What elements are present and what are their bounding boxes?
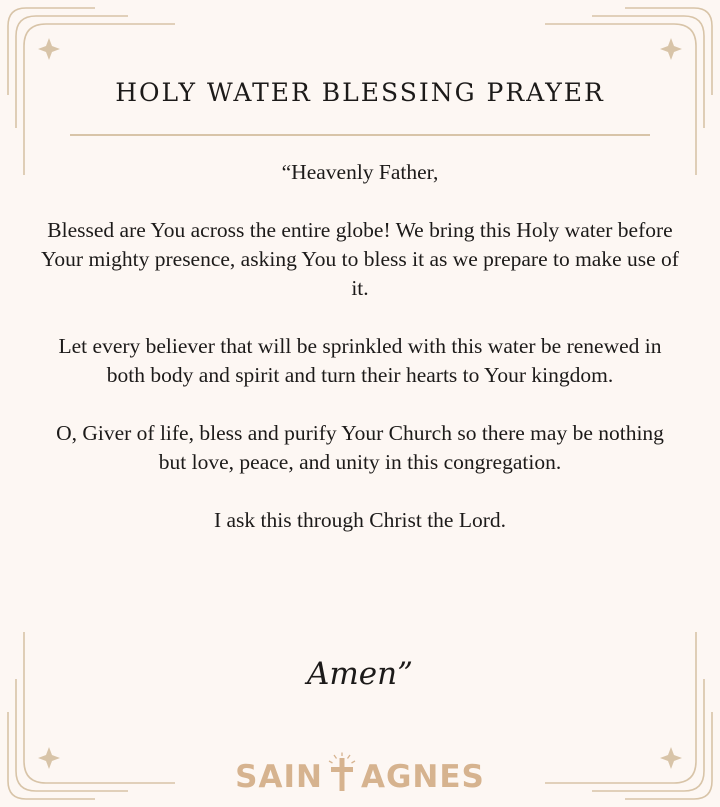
prayer-paragraph: I ask this through Christ the Lord. (213, 508, 506, 532)
prayer-paragraph: Let every believer that will be sprinkled with this water be renewed in both body and spirit and turn their hearts to Your kingdom. (58, 334, 662, 387)
star-icon (38, 38, 60, 60)
prayer-closing: Amen” (307, 656, 413, 692)
prayer-paragraph: O, Giver of life, bless and purify Your Church so there may be nothing but love, peace, and unity in this congregation. (56, 421, 664, 474)
cross-icon (325, 752, 359, 792)
logo-text-right: AGNES (360, 759, 485, 795)
star-icon (660, 38, 682, 60)
title-divider (70, 134, 650, 136)
prayer-paragraph: Blessed are You across the entire globe! We bring this Holy water before Your mighty presence, asking You to bless it as we prepare to make use of it. (41, 218, 679, 300)
brand-logo (0, 752, 720, 795)
prayer-body (40, 158, 680, 564)
prayer-salutation: “Heavenly Father, (281, 160, 439, 184)
logo-text-left: SAIN (235, 759, 323, 795)
page-title: HOLY WATER BLESSING PRAYER (115, 78, 605, 107)
